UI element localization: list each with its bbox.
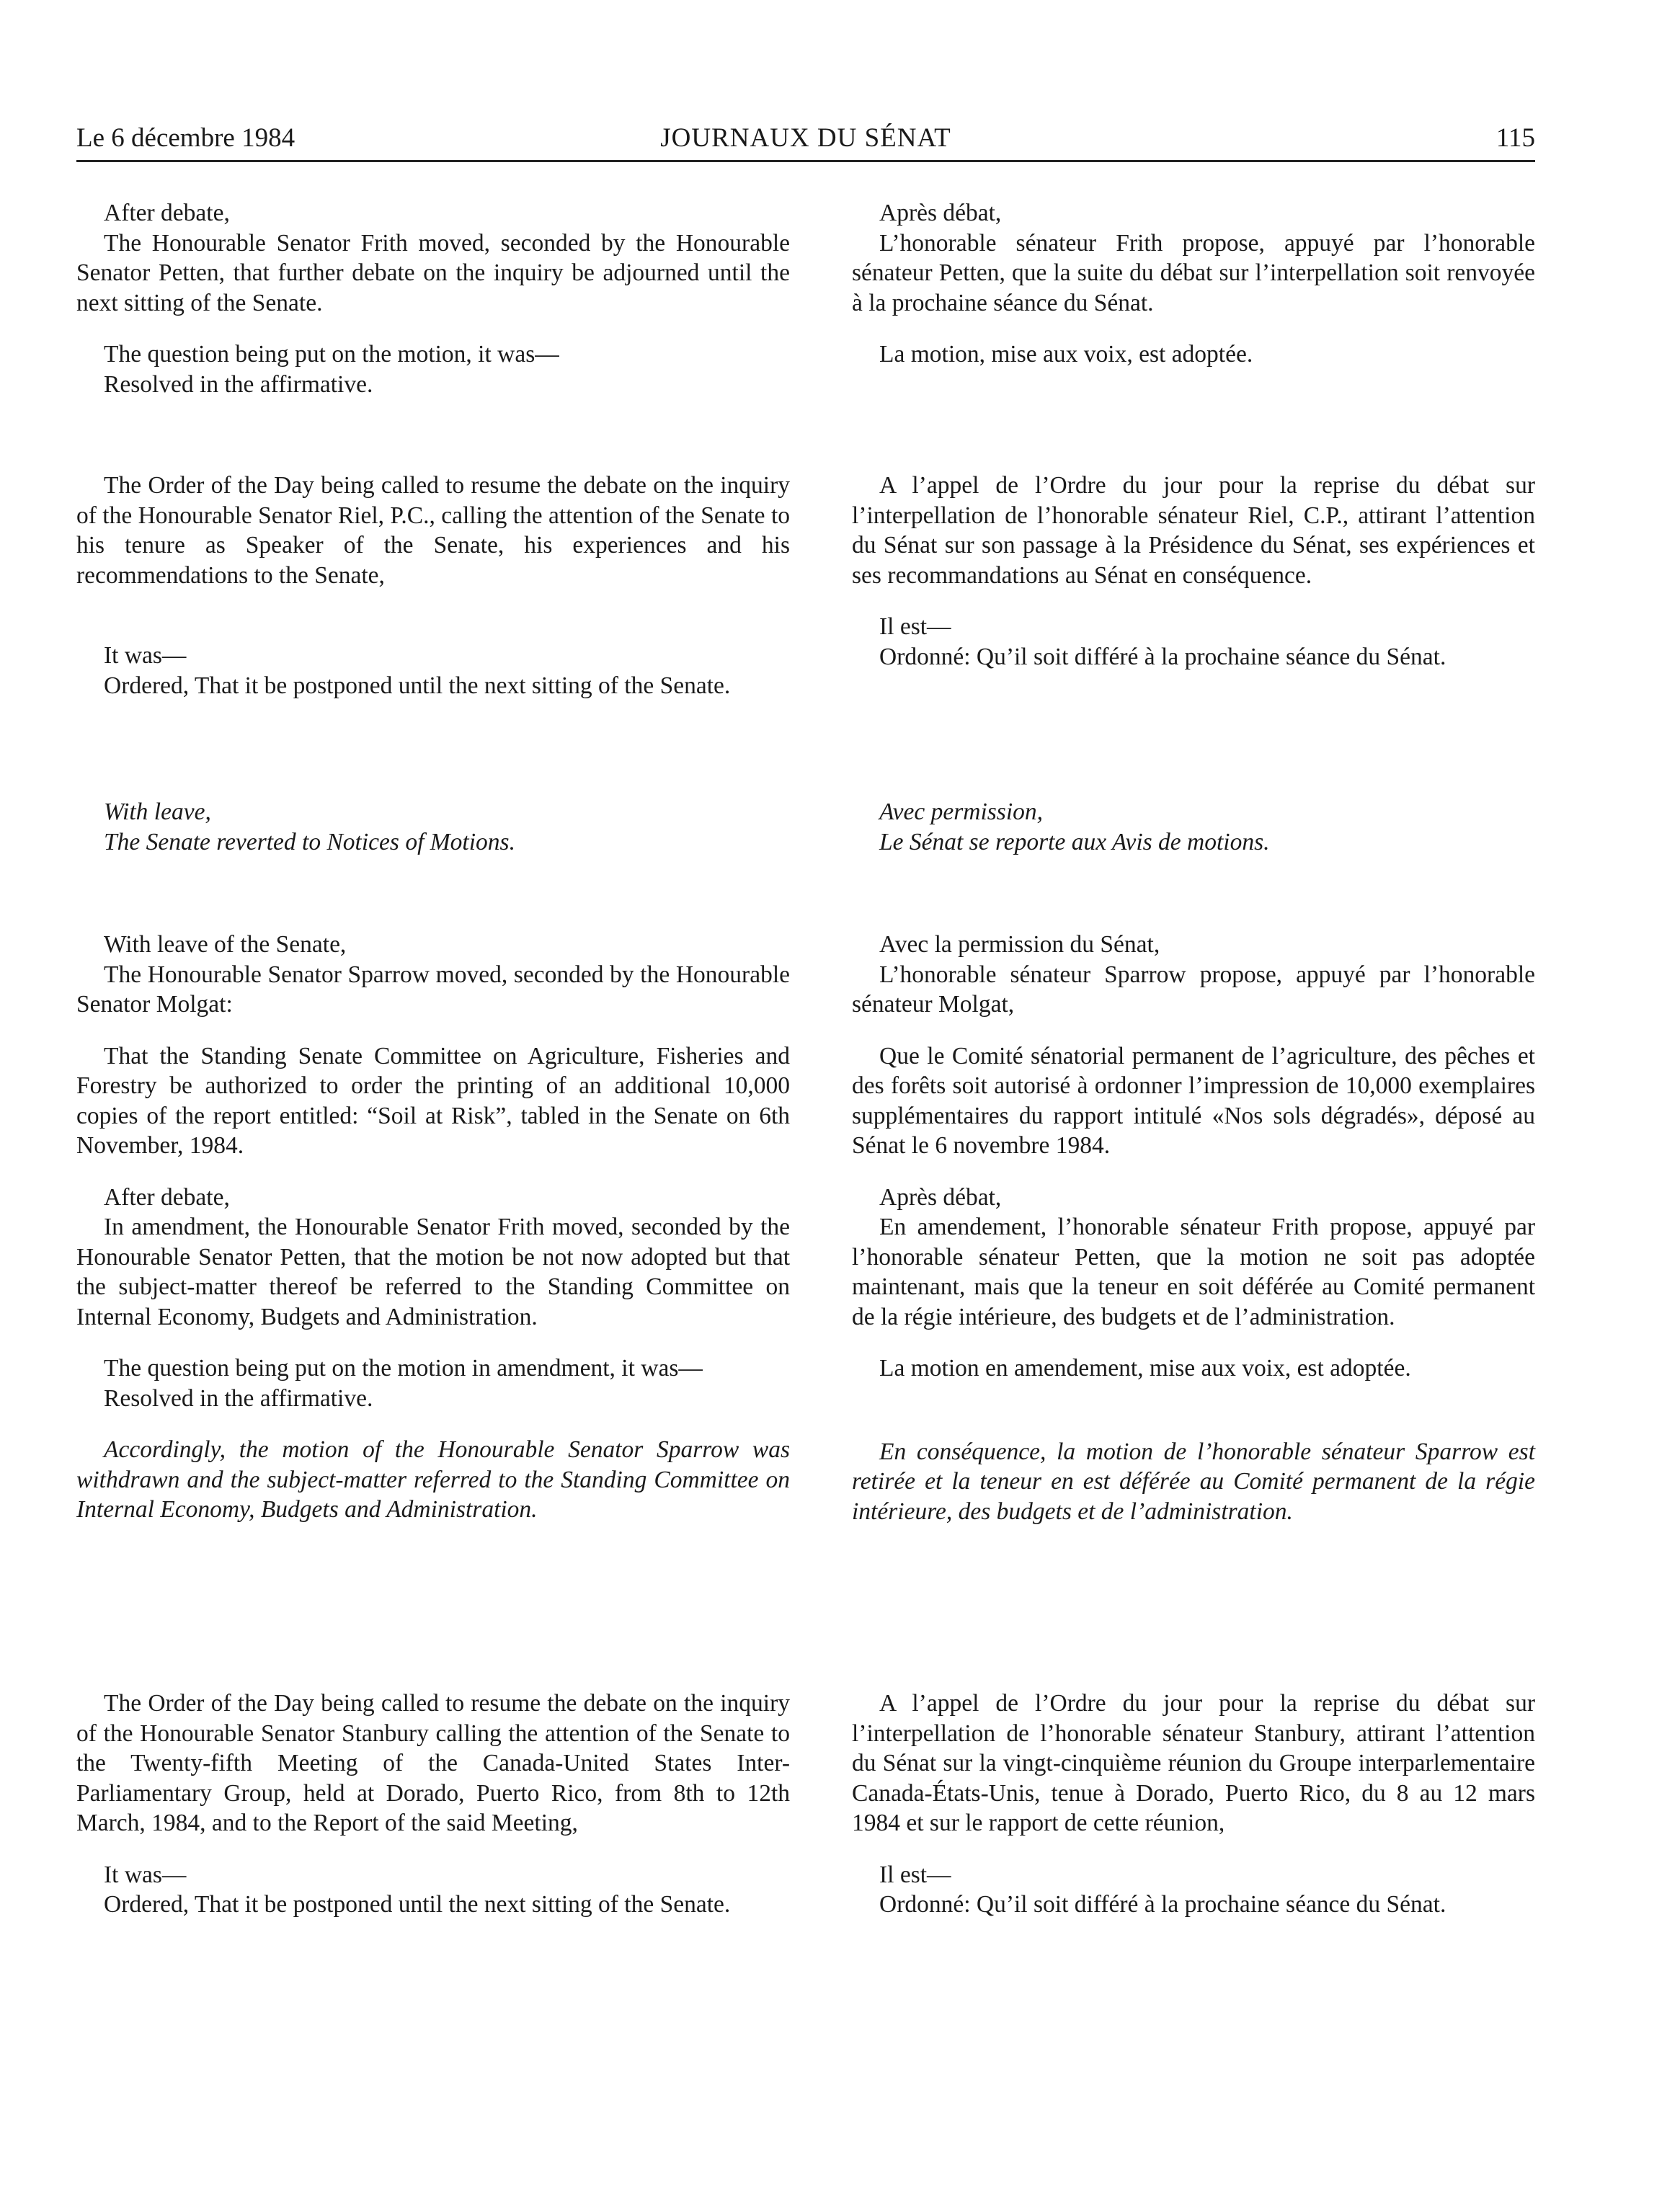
paragraph: Le Sénat se reporte aux Avis de motions. bbox=[879, 828, 1270, 855]
paragraph: The Order of the Day being called to resume the debate on the inquiry of the Honourable Senator Riel, P.C., calling the attention of the Senate to his tenure as Speaker of the Senate, his experiences and his recommendations to the Senate, bbox=[76, 472, 790, 589]
paragraph: In amendment, the Honourable Senator Frith moved, seconded by the Honourable Senator Petten, that the motion be not now adopted but that the subject-matter thereof be referred to the Standing Committee on Internal Economy, Budgets and Administration. bbox=[76, 1214, 790, 1330]
paragraph: A l’appel de l’Ordre du jour pour la reprise du débat sur l’interpellation de l’honorable sénateur Riel, C.P., attirant l’attention du Sénat sur son passage à la Présidence du Sénat, ses expériences et ses recommandations au Sénat en conséquence. bbox=[852, 472, 1535, 589]
paragraph: With leave of the Senate, bbox=[104, 931, 347, 958]
paragraph: Accordingly, the motion of the Honourable Senator Sparrow was withdrawn and the subject-matter referred to the Standing Committee on Internal Economy, Budgets and Administration. bbox=[76, 1436, 790, 1523]
paragraph: With leave, bbox=[104, 799, 211, 825]
paragraph: Ordonné: Qu’il soit différé à la prochaine séance du Sénat. bbox=[879, 1891, 1446, 1918]
en-block-riel-inquiry bbox=[76, 471, 790, 700]
paragraph: La motion, mise aux voix, est adoptée. bbox=[879, 341, 1253, 368]
paragraph: After debate, bbox=[104, 200, 230, 226]
paragraph: The question being put on the motion, it was— bbox=[104, 341, 559, 368]
paragraph: Ordered, That it be postponed until the next sitting of the Senate. bbox=[104, 672, 731, 699]
paragraph: It was— bbox=[104, 642, 187, 669]
paragraph: Resolved in the affirmative. bbox=[104, 1384, 373, 1412]
page-header bbox=[76, 123, 1535, 162]
fr-block-with-leave bbox=[852, 797, 1535, 857]
paragraph: Il est— bbox=[879, 1861, 951, 1888]
en-block-with-leave bbox=[76, 797, 790, 857]
en-block-sparrow-motion bbox=[76, 930, 790, 1525]
fr-block-riel-inquiry bbox=[852, 471, 1535, 672]
paragraph: Que le Comité sénatorial permanent de l’agriculture, des pêches et des forêts soit autorisé à ordonner l’impression de 10,000 exemplaires supplémentaires du rapport intitulé «Nos sols dégradés», déposé au Sénat le 6 novembre 1984. bbox=[852, 1042, 1535, 1159]
paragraph: Après débat, bbox=[879, 1183, 1002, 1211]
paragraph: After debate, bbox=[104, 1183, 230, 1211]
header-title: JOURNAUX DU SÉNAT bbox=[660, 123, 951, 153]
paragraph: A l’appel de l’Ordre du jour pour la reprise du débat sur l’interpellation de l’honorable sénateur Stanbury, attirant l’attention du Sénat sur la vingt-cinquième réunion du Groupe interparlementaire Canada-États-Unis, tenue à Dorado, Puerto Rico, du 8 au 12 mars 1984 et sur le rapport de cette réunion, bbox=[852, 1690, 1535, 1836]
paragraph: Ordonné: Qu’il soit différé à la prochaine séance du Sénat. bbox=[879, 643, 1446, 670]
page-number: 115 bbox=[1495, 123, 1535, 153]
fr-block-frith-adjourn bbox=[852, 198, 1535, 370]
paragraph: The Order of the Day being called to resume the debate on the inquiry of the Honourable Senator Stanbury calling the attention of the Senate to the Twenty-fifth Meeting of the Canada-United States Inter-Parliamentary Group, held at Dorado, Puerto Rico, from 8th to 12th March, 1984, and to the Report of the said Meeting, bbox=[76, 1690, 790, 1836]
paragraph: Resolved in the affirmative. bbox=[104, 370, 373, 398]
en-block-stanbury-inquiry bbox=[76, 1689, 790, 1920]
paragraph: L’honorable sénateur Sparrow propose, appuyé par l’honorable sénateur Molgat, bbox=[852, 961, 1535, 1018]
paragraph: Avec permission, bbox=[879, 799, 1044, 825]
paragraph: Après débat, bbox=[879, 200, 1002, 226]
paragraph: The Honourable Senator Sparrow moved, seconded by the Honourable Senator Molgat: bbox=[76, 961, 790, 1018]
paragraph: The question being put on the motion in amendment, it was— bbox=[104, 1355, 703, 1382]
paragraph: L’honorable sénateur Frith propose, appuyé par l’honorable sénateur Petten, que la suite du débat sur l’interpellation soit renvoyée à la prochaine séance du Sénat. bbox=[852, 229, 1535, 316]
paragraph: That the Standing Senate Committee on Agriculture, Fisheries and Forestry be authorized to order the printing of an additional 10,000 copies of the report entitled: “Soil at Risk”, tabled in the Senate on 6th November, 1984. bbox=[76, 1042, 790, 1159]
paragraph: The Senate reverted to Notices of Motions. bbox=[104, 828, 515, 855]
paragraph: En conséquence, la motion de l’honorable sénateur Sparrow est retirée et la teneur en est déférée au Comité permanent de la régie intérieure, des budgets et de l’administration. bbox=[852, 1438, 1535, 1525]
header-date: Le 6 décembre 1984 bbox=[76, 123, 295, 153]
fr-block-stanbury-inquiry bbox=[852, 1689, 1535, 1920]
paragraph: Ordered, That it be postponed until the next sitting of the Senate. bbox=[104, 1891, 731, 1918]
paragraph: Avec la permission du Sénat, bbox=[879, 931, 1160, 958]
paragraph: The Honourable Senator Frith moved, seconded by the Honourable Senator Petten, that further debate on the inquiry be adjourned until the next sitting of the Senate. bbox=[76, 229, 790, 316]
en-block-frith-adjourn bbox=[76, 198, 790, 399]
paragraph: It was— bbox=[104, 1861, 187, 1888]
paragraph: Il est— bbox=[879, 613, 951, 640]
fr-block-sparrow-motion bbox=[852, 930, 1535, 1526]
paragraph: En amendement, l’honorable sénateur Frith propose, appuyé par l’honorable sénateur Petten, que la motion ne soit pas adoptée maintenant, mais que la teneur en soit déférée au Comité permanent de la régie intérieure, des budgets et de l’administration. bbox=[852, 1214, 1535, 1330]
paragraph: La motion en amendement, mise aux voix, est adoptée. bbox=[879, 1355, 1411, 1382]
